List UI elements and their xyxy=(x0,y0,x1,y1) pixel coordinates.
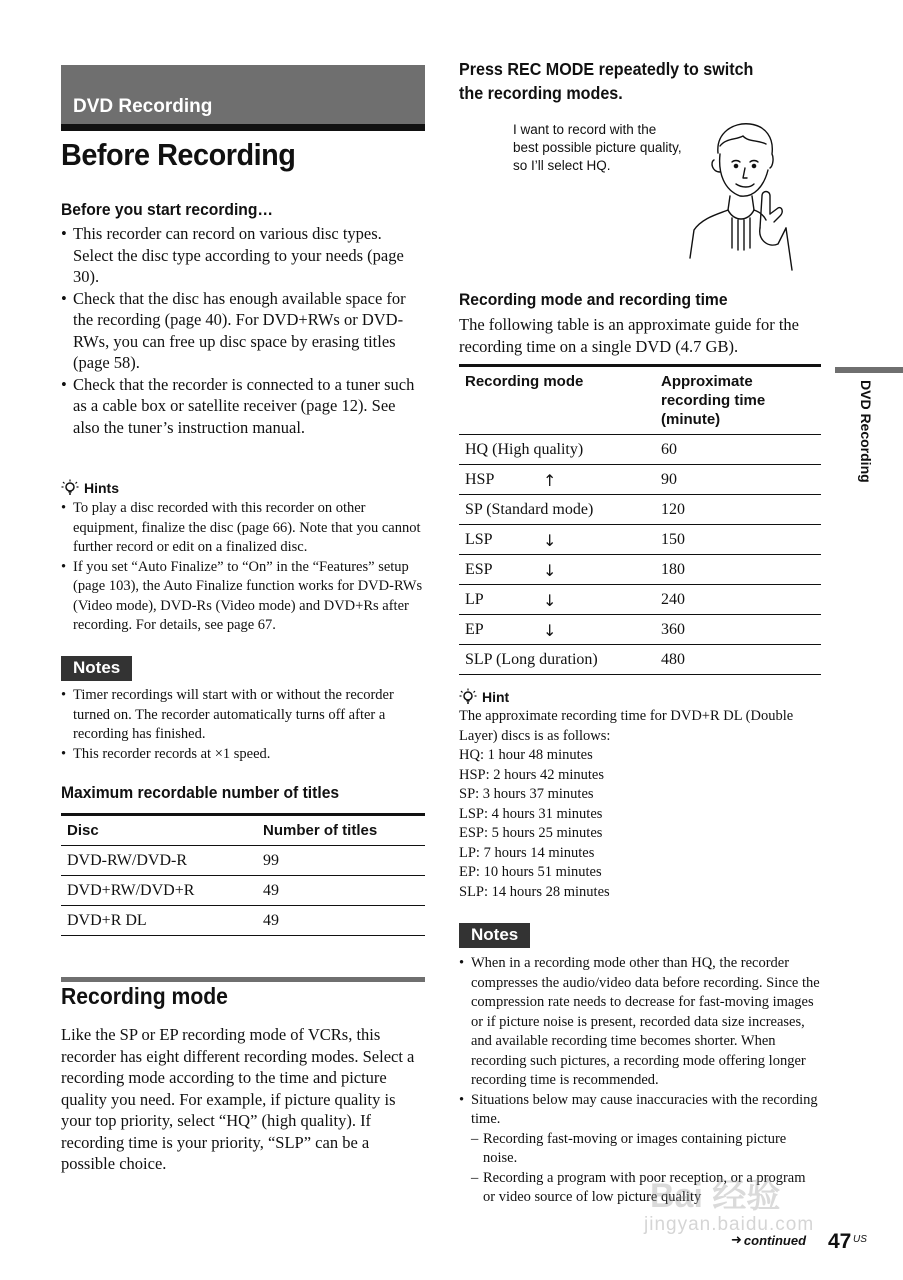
arrow-down-icon: ↓ xyxy=(543,620,557,640)
max-titles-heading: Maximum recordable number of titles xyxy=(61,783,340,802)
table-header: Recording mode xyxy=(465,373,584,390)
hint-title xyxy=(459,688,509,706)
table-cell: DVD-RW/DVD-R xyxy=(67,851,187,869)
mode-name: HSP xyxy=(465,470,495,488)
mode-time-heading: Recording mode and recording time xyxy=(459,290,728,309)
table-cell xyxy=(459,615,655,645)
hint-line: ESP: 5 hours 25 minutes xyxy=(459,825,603,841)
list-item: • Timer recordings will start with or without the recorder turned on. The recorder automatically turns off after a recording has finished. xyxy=(61,686,425,745)
table-cell: 60 xyxy=(661,440,677,458)
table-row xyxy=(61,846,425,876)
table-header-row xyxy=(459,366,821,435)
hint-text xyxy=(459,707,821,902)
table-row xyxy=(459,645,821,675)
table-header: Disc xyxy=(67,822,99,839)
speech-text: I want to record with the best possible picture quality, so I’ll select HQ. xyxy=(513,122,682,173)
table-cell: DVD+R DL xyxy=(67,911,147,929)
lightbulb-icon xyxy=(61,479,79,497)
arrow-up-icon: ↑ xyxy=(543,470,557,490)
hint-line: EP: 10 hours 51 minutes xyxy=(459,864,602,880)
table-cell xyxy=(459,555,655,585)
arrow-down-icon: ↓ xyxy=(543,560,557,580)
list-item: • This recorder records at ×1 speed. xyxy=(61,745,425,765)
table-cell xyxy=(459,435,655,465)
hint-intro: The approximate recording time for DVD+R DL (Double Layer) discs is as follows: xyxy=(459,708,794,744)
list-item: • This recorder can record on various disc types. Select the disc type according to your needs (page 30). xyxy=(61,223,425,288)
watermark-logo: Bai 经验 xyxy=(650,1177,781,1215)
list-item: • When in a recording mode other than HQ, the recorder compresses the audio/video data before recording. Since the compression rate needs to decrease for fast-moving images or if picture noise is present, recorded data size increases, and available recording time becomes shorter. When recording such pictures, a recording mode offering longer recording time is recommended. xyxy=(459,954,821,1091)
section-divider xyxy=(61,977,425,982)
continued-indicator xyxy=(731,1233,806,1248)
hint-line: HSP: 2 hours 42 minutes xyxy=(459,766,605,783)
table-cell xyxy=(459,465,655,495)
notes-label: Notes xyxy=(61,656,132,681)
section-label: DVD Recording xyxy=(73,96,213,117)
page-title: Before Recording xyxy=(61,137,296,172)
side-tab-label: DVD Recording xyxy=(858,380,874,483)
table-header: Approximate recording time (minute) xyxy=(661,373,766,428)
hints-list xyxy=(61,499,425,636)
mode-name: HQ (High quality) xyxy=(465,440,584,458)
table-cell: DVD+RW/DVD+R xyxy=(67,881,195,899)
recording-mode-heading: Recording mode xyxy=(61,983,228,1009)
list-item: • Check that the disc has enough available space for the recording (page 40). For DVD+RWs or DVD-RWs, you can free up disc space by erasing titles (page 58). xyxy=(61,288,425,374)
table-header-row xyxy=(61,815,425,846)
mode-name: SP (Standard mode) xyxy=(465,500,594,518)
table-cell: 49 xyxy=(263,911,279,929)
list-item: • Check that the recorder is connected to a tuner such as a cable box or satellite receiver (page 12). See also the tuner’s instruction manual. xyxy=(61,374,425,439)
table-row xyxy=(459,555,821,585)
page-suffix: US xyxy=(853,1234,867,1245)
before-start-list xyxy=(61,223,425,438)
hints-label: Hints xyxy=(84,480,119,496)
table-cell: 150 xyxy=(661,530,685,548)
hint-line: SP: 3 hours 37 minutes xyxy=(459,786,594,802)
table-cell: 360 xyxy=(661,620,685,638)
mode-name: LSP xyxy=(465,530,493,548)
table-row xyxy=(459,615,821,645)
table-cell: 240 xyxy=(661,590,685,608)
max-titles-table xyxy=(61,813,425,936)
table-cell: 49 xyxy=(263,881,279,899)
notes-label: Notes xyxy=(459,923,530,948)
hint-line: LP: 7 hours 14 minutes xyxy=(459,844,595,861)
table-cell xyxy=(459,585,655,615)
sub-list-item: – Recording a program with poor reception, or a program or video source of low picture quality xyxy=(471,1169,821,1208)
table-cell xyxy=(459,525,655,555)
hint-label: Hint xyxy=(482,689,510,705)
list-item: • If you set “Auto Finalize” to “On” in the “Features” setup (page 103), the Auto Finalize function works for DVD-RWs (Video mode), DVD-Rs (Video mode) and DVD+Rs after recording. For details, see page 67. xyxy=(61,558,425,636)
table-header: Number of titles xyxy=(263,822,378,839)
mode-time-table xyxy=(459,364,821,675)
list-item: • To play a disc recorded with this recorder on other equipment, finalize the disc (page 66). Note that you cannot further record or edit on a finalized disc. xyxy=(61,499,425,558)
list-item-text: Situations below may cause inaccuracies with the recording time. xyxy=(471,1091,818,1127)
arrow-down-icon: ↓ xyxy=(543,590,557,610)
mode-time-intro: The following table is an approximate guide for the recording time on a single DVD (4.7 GB). xyxy=(459,315,799,356)
hints-title xyxy=(61,479,119,497)
notes-list xyxy=(61,686,425,764)
table-row xyxy=(459,495,821,525)
table-row xyxy=(459,585,821,615)
table-cell: 90 xyxy=(661,470,677,488)
table-row xyxy=(61,906,425,936)
notes-badge xyxy=(459,923,530,948)
before-start-heading: Before you start recording… xyxy=(61,200,274,219)
table-row xyxy=(459,435,821,465)
press-rec-instruction: Press REC MODE repeatedly to switch the recording modes. xyxy=(459,59,754,103)
hint-line: HQ: 1 hour 48 minutes xyxy=(459,747,593,763)
mode-name: EP xyxy=(465,620,484,638)
table-cell xyxy=(459,495,655,525)
table-cell: 120 xyxy=(661,500,685,518)
header-underline xyxy=(61,124,425,131)
table-cell: 99 xyxy=(263,851,279,869)
watermark-url: jingyan.baidu.com xyxy=(644,1214,815,1235)
table-cell xyxy=(459,645,655,675)
notes-badge xyxy=(61,656,132,681)
page-number: 47 xyxy=(828,1230,852,1253)
side-tab-bar xyxy=(835,367,903,373)
recording-mode-paragraph: Like the SP or EP recording mode of VCRs, this recorder has eight different recording modes. Select a recording mode according to the time and picture quality you need. For example, if picture quality is your top priority, select “HQ” (high quality). If recording time is your priority, “SLP” can be a possible choice. xyxy=(61,1025,415,1173)
mode-name: SLP (Long duration) xyxy=(465,650,598,668)
lightbulb-icon xyxy=(459,688,477,706)
table-cell: 480 xyxy=(661,650,685,668)
person-illustration xyxy=(688,118,798,273)
mode-name: ESP xyxy=(465,560,493,578)
continued-label: continued xyxy=(743,1233,807,1248)
hint-line: SLP: 14 hours 28 minutes xyxy=(459,883,610,900)
sub-list-item: – Recording fast-moving or images containing picture noise. xyxy=(471,1130,821,1169)
arrow-right-icon: ➜ xyxy=(731,1233,742,1248)
table-row xyxy=(459,525,821,555)
mode-name: LP xyxy=(465,590,484,608)
side-tab xyxy=(836,380,874,490)
hint-line: LSP: 4 hours 31 minutes xyxy=(459,805,603,822)
table-row xyxy=(61,876,425,906)
table-cell: 180 xyxy=(661,560,685,578)
table-row xyxy=(459,465,821,495)
arrow-down-icon: ↓ xyxy=(543,530,557,550)
